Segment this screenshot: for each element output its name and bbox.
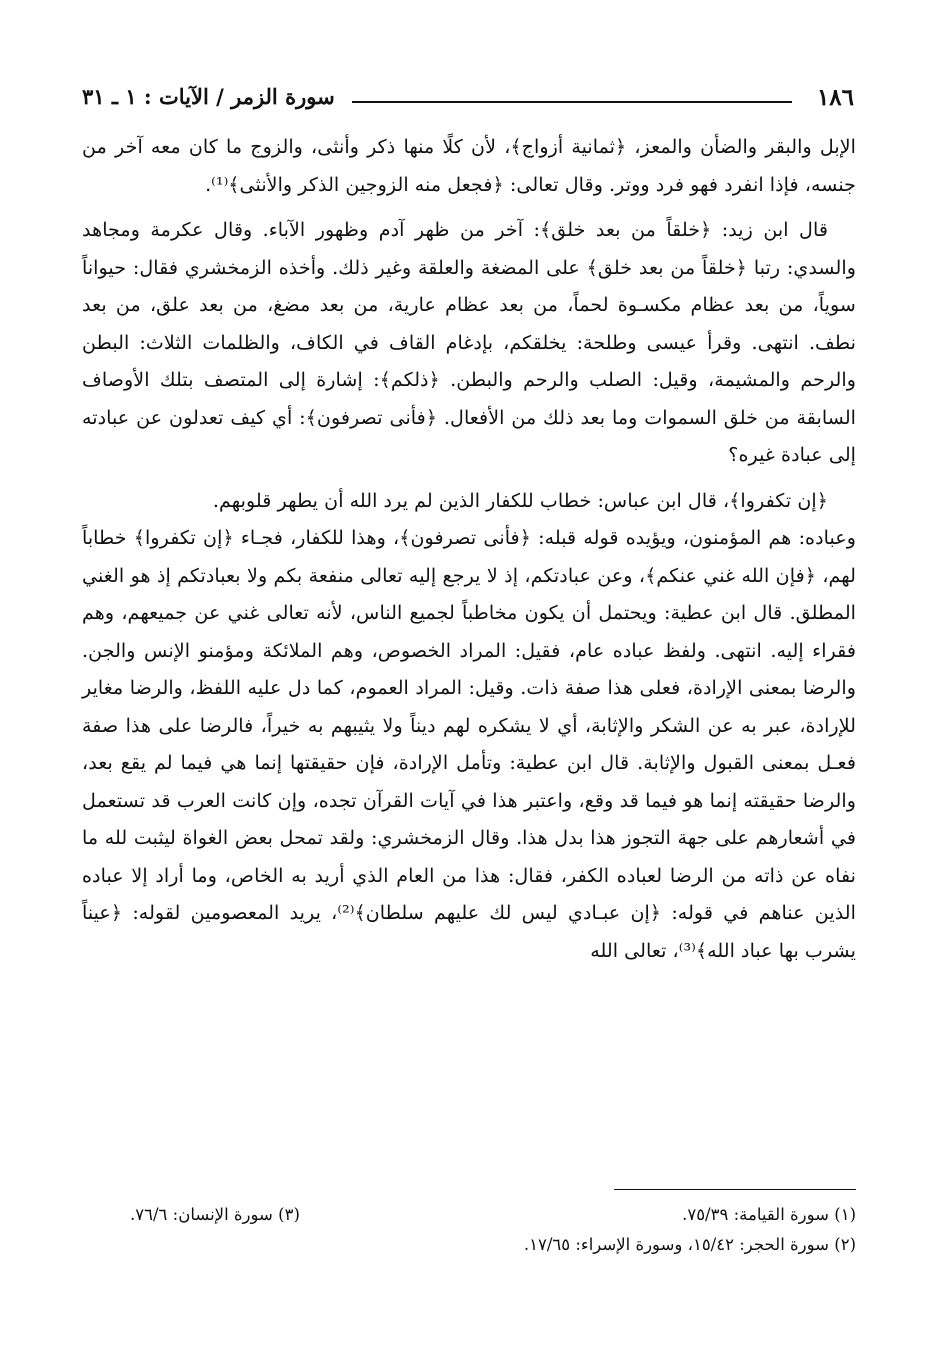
- footnote-3: (٣) سورة الإنسان: ٧٦/٦.: [130, 1205, 300, 1224]
- paragraph-1: الإبل والبقر والضأن والمعز، ﴿ثمانية أزواج﴾، لأن كلًا منها ذكر وأنثى، والزوج ما كان معه آخر من جنسه، فإذا انفرد فهو فرد ووتر. وقال تعالى: ﴿فجعل منه الزوجين الذكر والأنثى﴾⁽¹⁾.: [82, 135, 856, 196]
- footnote-2: (٢) سورة الحجر: ١٥/٤٢، وسورة الإسراء: ١٧/٦٥.: [523, 1235, 856, 1254]
- footnotes: [130, 1200, 856, 1260]
- running-header: [82, 84, 854, 120]
- footnote-rule: [614, 1189, 856, 1190]
- running-title: سورة الزمر / الآيات : ١ ـ ٣١: [82, 84, 335, 109]
- paragraph-2: قال ابن زيد: ﴿خلقاً من بعد خلق﴾: آخر من ظهر آدم وظهور الآباء. وقال عكرمة ومجاهد والسدي: رتبا ﴿خلقاً من بعد خلق﴾ على المضغة والعلقة وغير ذلك. وأخذه الزمخشري فقال: حيواناً سوياً، من بعد عظام مكسـوة لحماً، من بعد عظام عارية، من بعد مضغ، من بعد علق، من بعد نطف. انتهى. وقرأ عيسى وطلحة: يخلقكم، بإدغام القاف في الكاف، والظلمات الثلاث: البطن والرحم والمشيمة، وقيل: الصلب والرحم والبطن. ﴿ذلكم﴾: إشارة إلى المتصف بتلك الأوصاف السابقة من خلق السموات وما بعد ذلك من الأفعال. ﴿فأنى تصرفون﴾: أي كيف تعدلون عن عبادته إلى عبادة غيره؟: [82, 218, 856, 466]
- footnote-row-2: [130, 1230, 856, 1260]
- page-number: ١٨٦: [816, 84, 854, 111]
- paragraph-4: وعباده: هم المؤمنون، ويؤيده قوله قبله: ﴿فأنى تصرفون﴾، وهذا للكفار، فجـاء ﴿إن تكفروا﴾ خطاباً لهم، ﴿فإن الله غني عنكم﴾، وعن عبادتكم، إذ لا يرجع إليه تعالى منفعة بكم ولا بعبادتكم إذ هو الغني المطلق. قال ابن عطية: ويحتمل أن يكون مخاطباً لجميع الناس، لأنه تعالى غني عن جميعهم، وهم فقراء إليه. انتهى. ولفظ عباده عام، فقيل: المراد الخصوص، وهم الملائكة ومؤمنو الإنس والجن. والرضا بمعنى الإرادة، فعلى هذا صفة ذات. وقيل: المراد العموم، كما دل عليه اللفظ، والرضا مغاير للإرادة، عبر به عن الشكر والإثابة، أي لا يشكره لهم ديناً ولا يثيبهم به خيراً، فالرضا على هذا صفة فعـل بمعنى القبول والإثابة. قال ابن عطية: وتأمل الإرادة، فإن حقيقتها إنما هي فيما لم يقع بعد، والرضا حقيقته إنما هو فيما قد وقع، واعتبر هذا في آيات القرآن تجده، وإن كانت العرب قد تستعمل في أشعارهم على جهة التجوز هذا بدل هذا. وقال الزمخشري: ولقد تمحل بعض الغواة ليثبت لله ما نفاه عن ذاته من الرضا لعباده الكفر، فقال: هذا من العام الذي أريد به الخاص، وما أراد إلا عباده الذين عناهم في قوله: ﴿إن عبـادي ليس لك عليهم سلطان﴾⁽²⁾، يريد المعصومين لقوله: ﴿عيناً يشرب بها عباد الله﴾⁽³⁾، تعالى الله: [82, 526, 856, 962]
- footnote-1: (١) سورة القيامة: ٧٥/٣٩.: [682, 1205, 856, 1224]
- main-text: [82, 128, 856, 969]
- header-rule: [352, 101, 792, 103]
- footnote-row-1: [130, 1200, 856, 1230]
- paragraph-3: ﴿إن تكفروا﴾، قال ابن عباس: خطاب للكفار الذين لم يرد الله أن يطهر قلوبهم.: [212, 488, 828, 512]
